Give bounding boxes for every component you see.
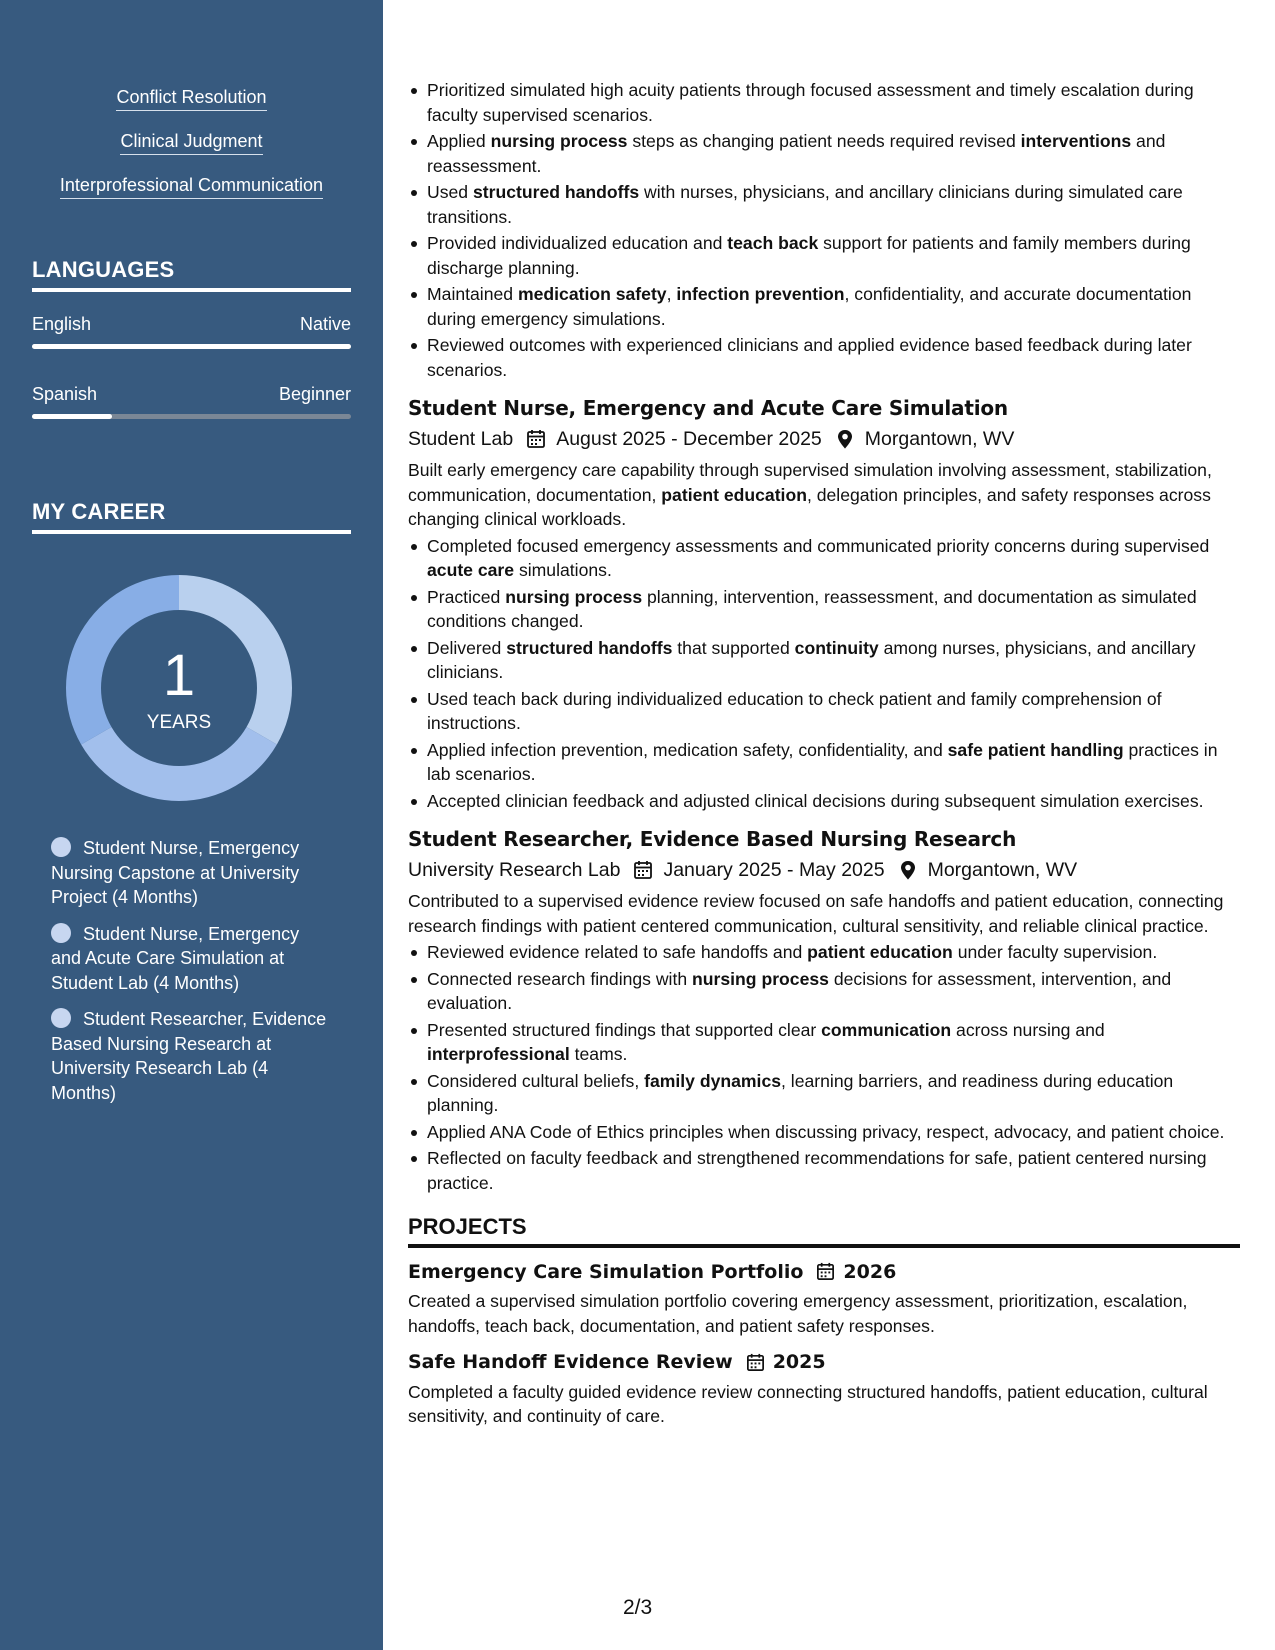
job-title: Student Researcher, Evidence Based Nursing Research (408, 827, 1017, 851)
language-row (32, 384, 351, 405)
bullet-item: Reflected on faculty feedback and strengthened recommendations for safe, patient centered nursing practice. (408, 1146, 1240, 1195)
career-dot-icon (51, 923, 71, 943)
calendar-icon (745, 1352, 766, 1373)
job-summary: Contributed to a supervised evidence review focused on safe handoffs and patient education, connecting research findings with patient centered communication, cultural sensitivity, and reliable clinical practice. (408, 891, 1224, 936)
project-year: 2025 (772, 1351, 826, 1373)
career-dot-icon (51, 837, 71, 857)
language-name: Spanish (32, 384, 98, 404)
skills-list (0, 86, 383, 218)
job-entry (408, 396, 1240, 813)
bullet-item: Reviewed outcomes with experienced clinicians and applied evidence based feedback during later scenarios. (408, 333, 1240, 382)
career-item-text: Student Researcher, Evidence Based Nursing Research at University Research Lab (4 Months) (51, 1009, 327, 1103)
language-level: Beginner (278, 384, 351, 404)
bullet-item: Maintained medication safety, infection prevention, confidentiality, and accurate documentation during emergency simulations. (408, 282, 1240, 331)
languages-heading: LANGUAGES (32, 257, 351, 292)
career-years-label: YEARS (146, 712, 212, 733)
bullet-item: Used teach back during individualized education to check patient and family comprehension of instructions. (408, 687, 1240, 736)
career-item (51, 836, 331, 910)
bullet-item: Presented structured findings that supported clear communication across nursing and interprofessional teams. (408, 1018, 1240, 1067)
bullet-item: Practiced nursing process planning, intervention, reassessment, and documentation as simulated conditions changed. (408, 585, 1240, 634)
project-title: Emergency Care Simulation Portfolio (408, 1260, 804, 1283)
calendar-icon (815, 1261, 836, 1282)
job-location: Morgantown, WV (927, 858, 1078, 881)
career-item (51, 1007, 331, 1105)
bullet-item: Applied nursing process steps as changing patient needs required revised interventions and reassessment. (408, 129, 1240, 178)
continued-bullet-list (408, 78, 1240, 382)
project-entry (408, 1260, 1240, 1339)
job-organization: Student Lab (408, 427, 514, 450)
career-item-text: Student Nurse, Emergency Nursing Capstone at University Project (4 Months) (51, 838, 300, 907)
language-proficiency-fill (32, 414, 112, 419)
job-location: Morgantown, WV (864, 427, 1015, 450)
career-dot-icon (51, 1008, 71, 1028)
bullet-item: Reviewed evidence related to safe handoffs and patient education under faculty supervision. (408, 940, 1240, 965)
bullet-item: Accepted clinician feedback and adjusted clinical decisions during subsequent simulation exercises. (408, 789, 1240, 814)
career-item-text: Student Nurse, Emergency and Acute Care Simulation at Student Lab (4 Months) (51, 923, 300, 993)
job-meta (408, 858, 1240, 883)
bullet-item: Prioritized simulated high acuity patients through focused assessment and timely escalation during faculty supervised scenarios. (408, 78, 1240, 127)
language-proficiency-fill (32, 344, 351, 349)
project-description: Created a supervised simulation portfolio covering emergency assessment, prioritization, escalation, handoffs, teach back, documentation, and patient safety responses. (408, 1291, 1188, 1336)
language-row (32, 314, 351, 335)
language-proficiency-bar (32, 414, 351, 419)
page-number: 2/3 (623, 1596, 653, 1619)
career-donut-center (66, 575, 292, 801)
sidebar (0, 0, 383, 1650)
career-item (51, 922, 331, 996)
bullet-item: Connected research findings with nursing process decisions for assessment, intervention, and evaluation. (408, 967, 1240, 1016)
project-title: Safe Handoff Evidence Review (408, 1351, 733, 1373)
project-title-row (408, 1260, 1240, 1285)
skill-item: Conflict Resolution (116, 86, 266, 111)
career-years-value: 1 (162, 643, 196, 708)
job-bullet-list (408, 940, 1240, 1195)
bullet-item: Completed focused emergency assessments and communicated priority concerns during supervised acute care simulations. (408, 534, 1240, 583)
calendar-icon (525, 428, 547, 450)
language-proficiency-bar (32, 344, 351, 349)
job-meta (408, 427, 1240, 452)
language-level: Native (299, 314, 351, 334)
location-pin-icon (897, 859, 919, 881)
project-title-row (408, 1350, 1240, 1375)
job-title: Student Nurse, Emergency and Acute Care Simulation (408, 396, 1008, 420)
bullet-item: Used structured handoffs with nurses, physicians, and ancillary clinicians during simulated care transitions. (408, 180, 1240, 229)
job-entry (408, 827, 1240, 1195)
language-name: English (32, 314, 92, 334)
bullet-item: Applied ANA Code of Ethics principles when discussing privacy, respect, advocacy, and patient choice. (408, 1120, 1240, 1145)
job-bullet-list (408, 534, 1240, 814)
location-pin-icon (834, 428, 856, 450)
project-year: 2026 (843, 1260, 897, 1283)
skill-item: Clinical Judgment (120, 130, 262, 155)
bullet-item: Provided individualized education and teach back support for patients and family members during discharge planning. (408, 231, 1240, 280)
projects-heading: PROJECTS (408, 1215, 1240, 1248)
project-description: Completed a faculty guided evidence review connecting structured handoffs, patient education, cultural sensitivity, and continuity of care. (408, 1381, 1208, 1426)
bullet-item: Applied infection prevention, medication safety, confidentiality, and safe patient handling practices in lab scenarios. (408, 738, 1240, 787)
bullet-item: Delivered structured handoffs that supported continuity among nurses, physicians, and ancillary clinicians. (408, 636, 1240, 685)
bullet-item: Considered cultural beliefs, family dynamics, learning barriers, and readiness during education planning. (408, 1069, 1240, 1118)
career-list (51, 836, 331, 1117)
skill-item: Interprofessional Communication (60, 174, 323, 199)
project-entry (408, 1350, 1240, 1429)
job-dates: January 2025 - May 2025 (663, 858, 885, 881)
calendar-icon (632, 859, 654, 881)
job-dates: August 2025 - December 2025 (556, 427, 822, 450)
main-content (408, 78, 1240, 1435)
career-heading: MY CAREER (32, 499, 351, 534)
job-organization: University Research Lab (408, 858, 621, 881)
job-summary: Built early emergency care capability through supervised simulation involving assessment, stabilization, communication, documentation, patient education, delegation principles, and safety responses across changing clinical workloads. (408, 460, 1212, 529)
